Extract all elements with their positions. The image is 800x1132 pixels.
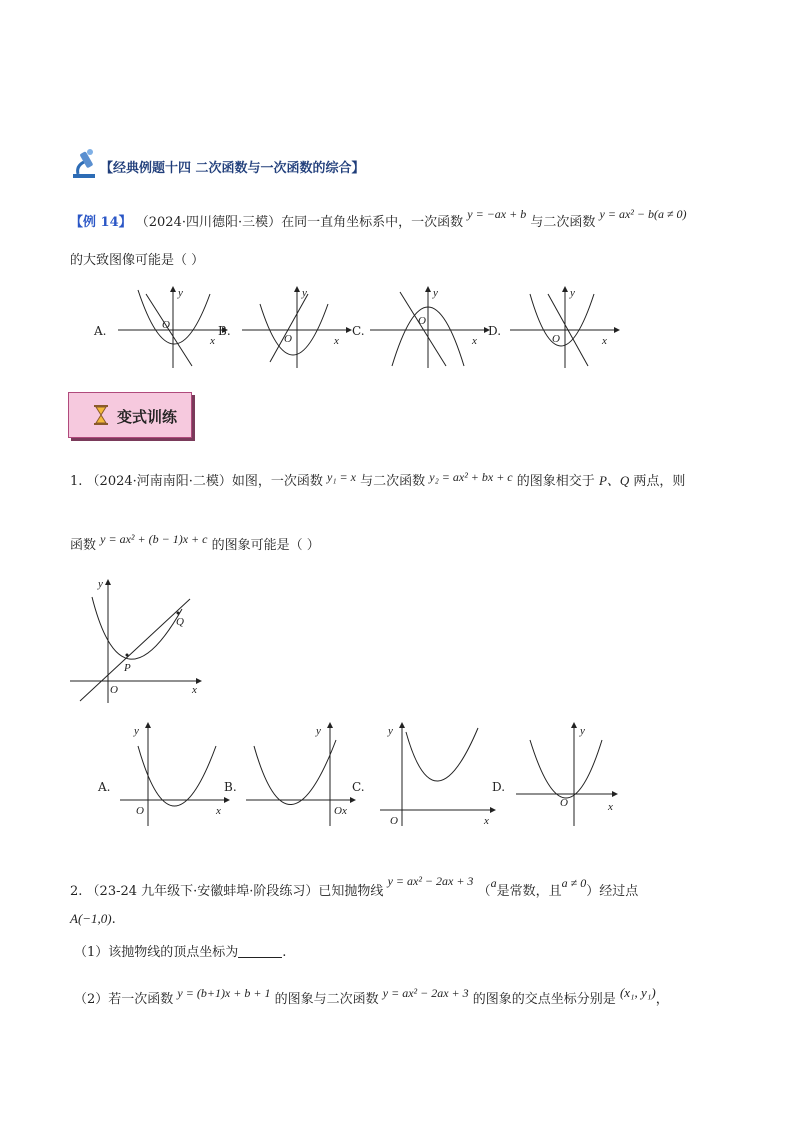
q2-const: 是常数，且	[496, 884, 562, 899]
q2-f1: y = ax² − 2ax + 3	[387, 874, 474, 888]
q2-comma: ，	[655, 992, 669, 1007]
q1b-x: x	[342, 805, 347, 817]
example-func2: y = ax² − b(a ≠ 0)	[599, 207, 687, 221]
example-func1: y = −ax + b	[467, 207, 527, 221]
q1-number: 1.	[70, 474, 83, 489]
q1d-y: y	[580, 725, 585, 737]
ex-a-y: y	[178, 287, 183, 299]
example-tag: 【例 14】	[70, 215, 132, 230]
ex-option-c-label[interactable]: C.	[352, 324, 365, 338]
ex-d-o: O	[552, 333, 560, 345]
q2-cond: a ≠ 0	[561, 876, 587, 890]
q1-options	[90, 720, 650, 830]
q1-mid: 与二次函数	[360, 474, 426, 489]
ex-c-y: y	[433, 287, 438, 299]
q2-paren-close: ）经过点	[586, 884, 639, 899]
q1-option-c-graph	[380, 720, 500, 826]
q1-tail: 两点，则	[633, 474, 686, 489]
q2-paren-open: （	[477, 884, 491, 899]
ex-d-y: y	[570, 287, 575, 299]
q2-line1	[70, 872, 638, 901]
q1b-o: O	[334, 805, 342, 817]
q2-period: .	[111, 912, 116, 927]
q2-a: a	[490, 876, 497, 890]
q1a-o: O	[136, 805, 144, 817]
q1-option-a-graph	[120, 720, 232, 826]
hourglass-icon	[93, 405, 109, 429]
q1c-x: x	[484, 815, 489, 826]
ex-option-a-graph	[118, 286, 228, 368]
practice-badge	[68, 392, 192, 438]
ex-a-x: x	[210, 335, 215, 347]
q1-line2	[70, 530, 320, 555]
q1d-x: x	[608, 801, 613, 813]
q1-fig-y: y	[98, 578, 103, 590]
q1-end: 的图象相交于	[516, 474, 595, 489]
q2-f3: y = ax² − 2ax + 3	[382, 986, 469, 1000]
q1d-o: O	[560, 797, 568, 809]
q2-sub2b: 的图象与二次函数	[274, 992, 379, 1007]
ex-option-d-label[interactable]: D.	[488, 324, 502, 338]
ex-b-y: y	[302, 287, 307, 299]
q1-option-d-graph	[516, 720, 626, 826]
q1-fig-x: x	[192, 684, 197, 696]
q2-sub1-end: .	[282, 945, 287, 960]
q2-f2: y = (b+1)x + b + 1	[177, 986, 271, 1000]
q1b-y: y	[316, 725, 321, 737]
ex-c-x: x	[472, 335, 477, 347]
q1-main-figure	[70, 575, 210, 705]
ex-c-o: O	[418, 315, 426, 327]
ex-option-a-label[interactable]: A.	[94, 324, 107, 338]
q2-blank[interactable]	[238, 945, 282, 958]
q2-sub2a: （2）若一次函数	[74, 992, 174, 1007]
q1-line1	[70, 468, 685, 491]
example-mid: 与二次函数	[530, 215, 596, 230]
q1-f1: y₁ = x	[327, 470, 356, 484]
example-source: （2024·四川德阳·三模）在同一直角坐标系中，一次函数	[135, 215, 464, 230]
q2-sub2	[74, 984, 669, 1009]
q1-f3: y = ax² + (b − 1)x + c	[100, 532, 208, 546]
ex-option-b-graph	[242, 286, 352, 368]
ex-option-c-graph	[370, 286, 490, 368]
q2-line2	[70, 910, 116, 929]
microscope-icon	[70, 148, 100, 180]
q1-option-b-label[interactable]: B.	[224, 780, 237, 794]
badge-label: 变式训练	[117, 408, 178, 426]
q2-pt: (x₁, y₁)	[619, 985, 656, 1000]
q1-f2: y₂ = ax² + bx + c	[429, 470, 513, 484]
ex-option-b-label[interactable]: B.	[218, 324, 231, 338]
q2-number: 2.	[70, 884, 83, 899]
q1-source: （2024·河南南阳·二模）如图，一次函数	[86, 474, 323, 489]
q1-fig-q: Q	[176, 616, 184, 628]
section-title: 【经典例题十四 二次函数与一次函数的综合】	[100, 161, 365, 176]
ex-d-x: x	[602, 335, 607, 347]
q2-sub1	[74, 944, 286, 962]
q1-line2a: 函数	[70, 538, 97, 553]
q1-option-c-label[interactable]: C.	[352, 780, 365, 794]
q1a-x: x	[216, 805, 221, 817]
q1-option-a-label[interactable]: A.	[98, 780, 111, 794]
example14-options	[90, 286, 630, 370]
q2-sub1-text: （1）该抛物线的顶点坐标为	[74, 945, 239, 960]
q1c-y: y	[388, 725, 393, 737]
ex-b-o: O	[284, 333, 292, 345]
q1-option-d-label[interactable]: D.	[492, 780, 506, 794]
q2-sub2c: 的图象的交点坐标分别是	[472, 992, 616, 1007]
q1-fig-p: P	[124, 662, 131, 674]
q1-line2b: 的图象可能是（ ）	[211, 538, 320, 553]
ex-b-x: x	[334, 335, 339, 347]
q1c-o: O	[390, 815, 398, 826]
example14-line1	[70, 205, 687, 232]
q1-fig-o: O	[110, 684, 118, 696]
example14-line2: 的大致图像可能是（ ）	[70, 253, 205, 268]
ex-a-o: O	[162, 319, 170, 331]
q1-points: P、Q	[598, 473, 630, 488]
ex-option-d-graph	[510, 286, 620, 368]
q1a-y: y	[134, 725, 139, 737]
q2-point: A(−1,0)	[70, 911, 112, 926]
q1-option-b-graph	[246, 720, 358, 826]
q2-source: （23-24 九年级下·安徽蚌埠·阶段练习）已知抛物线	[86, 884, 384, 899]
